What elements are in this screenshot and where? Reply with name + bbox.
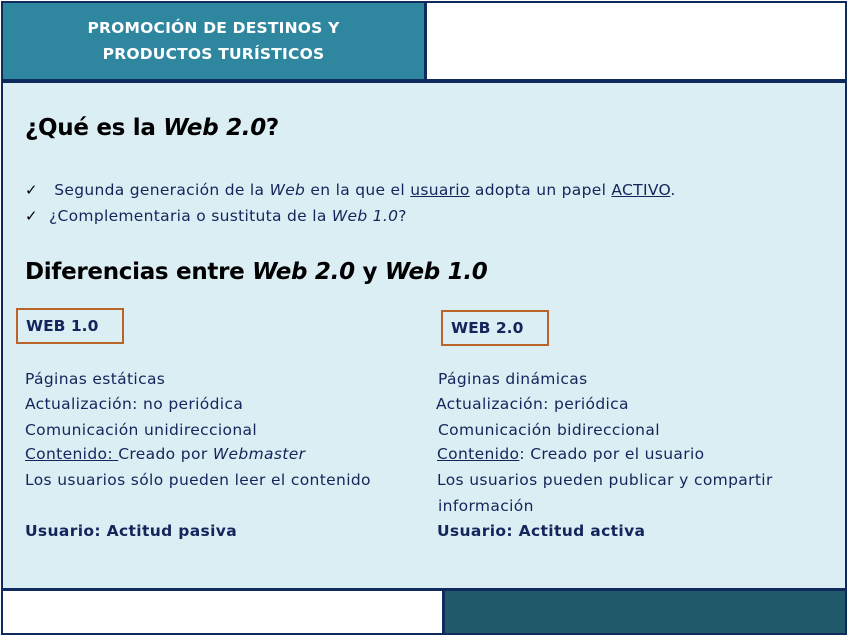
web2-line-user-attitude: Usuario: Actitud activa <box>437 522 646 540</box>
bullet2-emphasis: Web 1.0 <box>331 207 399 225</box>
bullet1-text-d: . <box>670 181 676 199</box>
web1-line-communication: Comunicación unidireccional <box>25 421 258 439</box>
heading1-emphasis: Web 2.0 <box>163 115 266 141</box>
check-icon: ✓ <box>25 181 38 199</box>
web1-content-label: Contenido: <box>25 445 119 463</box>
main-content-panel <box>1 81 847 590</box>
web1-line-content <box>25 445 305 463</box>
header-right-panel <box>425 1 847 81</box>
web2-line-communication: Comunicación bidireccional <box>438 421 660 439</box>
bullet1-emphasis: Web <box>269 181 306 199</box>
web2-label-box: WEB 2.0 <box>441 310 549 346</box>
web1-label-box: WEB 1.0 <box>16 308 124 344</box>
bullet2-text-a: ¿Complementaria o sustituta de la <box>49 207 332 225</box>
heading1-suffix: ? <box>265 115 279 141</box>
web1-content-emphasis: Webmaster <box>212 445 306 463</box>
footer-left-panel <box>1 589 444 635</box>
web2-line-update: Actualización: periódica <box>436 395 629 413</box>
footer-right-panel <box>443 589 847 635</box>
web2-line-users-cont: información <box>438 497 534 515</box>
web1-content-text: Creado por <box>118 445 213 463</box>
heading1-text: ¿Qué es la <box>25 115 164 141</box>
web1-line-users: Los usuarios sólo pueden leer el contenido <box>25 471 371 489</box>
web1-line-update: Actualización: no periódica <box>25 395 244 413</box>
header-banner <box>1 1 426 81</box>
heading-differences <box>25 259 488 285</box>
header-title-line2: PRODUCTOS TURÍSTICOS <box>102 45 325 63</box>
header-title-line1: PROMOCIÓN DE DESTINOS Y <box>87 19 340 37</box>
bullet-item-2 <box>25 207 407 225</box>
bullet1-underlined-activo: ACTIVO <box>611 181 671 199</box>
bullet2-text-b: ? <box>398 207 407 225</box>
check-icon: ✓ <box>25 207 38 225</box>
heading2-text: Diferencias entre <box>25 259 253 285</box>
bullet1-underlined-usuario: usuario <box>410 181 470 199</box>
heading2-emphasis-1: Web 2.0 <box>252 259 355 285</box>
header-title <box>64 15 364 67</box>
bullet1-text-b: en la que el <box>305 181 411 199</box>
web2-line-pages: Páginas dinámicas <box>438 370 588 388</box>
web1-line-user-attitude: Usuario: Actitud pasiva <box>25 522 238 540</box>
bullet1-text-c: adopta un papel <box>469 181 612 199</box>
bullet1-text-a: Segunda generación de la <box>49 181 270 199</box>
heading2-conjunction: y <box>354 259 385 285</box>
web1-line-pages: Páginas estáticas <box>25 370 166 388</box>
heading2-emphasis-2: Web 1.0 <box>384 259 488 285</box>
web2-content-label: Contenido <box>437 445 520 463</box>
web2-line-users: Los usuarios pueden publicar y compartir <box>437 471 773 489</box>
web2-line-content <box>437 445 704 463</box>
heading-what-is-web2 <box>25 115 279 141</box>
web2-content-text: : Creado por el usuario <box>519 445 705 463</box>
bullet-item-1 <box>25 181 676 199</box>
